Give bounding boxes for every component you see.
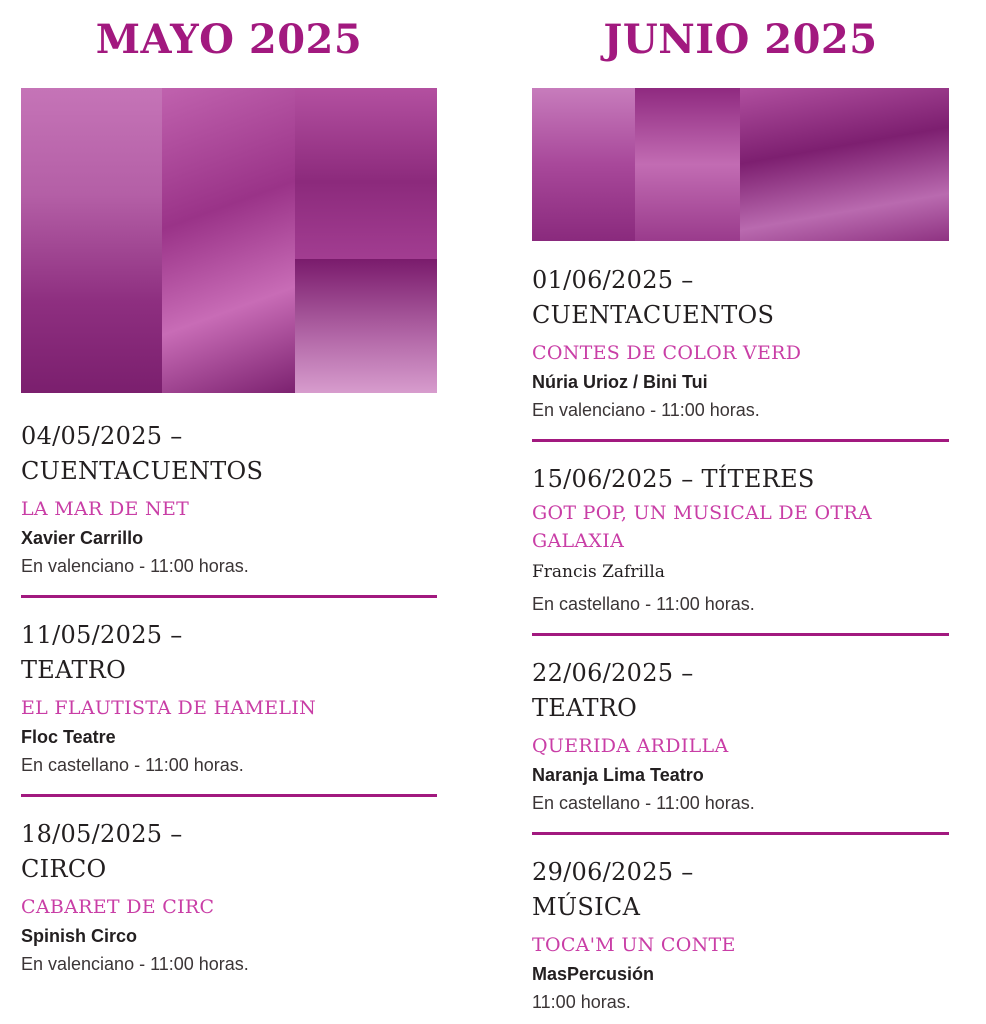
june-photo-collage [532,88,949,241]
event-title: LA MAR DE NET [21,498,190,520]
event-title: CONTES DE COLOR VERD [532,342,802,364]
event-artist: Núria Urioz / Bini Tui [532,372,708,392]
event-info: En valenciano - 11:00 horas. [21,954,249,974]
event-artist: MasPercusión [532,964,655,984]
event-artist: Xavier Carrillo [21,528,144,548]
event-artist: Spinish Circo [21,926,138,946]
event-item [21,797,437,979]
stage-photo [295,259,437,393]
june-heading: JUNIO 2025 [603,16,878,63]
event-title: TOCA'M UN CONTE [532,934,736,956]
event-item [21,393,437,598]
event-date: 15/06/2025 – TÍTERES [532,465,815,493]
event-title: QUERIDA ARDILLA [532,735,729,757]
event-title: GOT POP, UN MUSICAL DE OTRA GALAXIA [532,502,872,552]
event-item [532,442,949,636]
event-date: 11/05/2025 – TEATRO [21,621,183,684]
june-column [532,0,949,1017]
event-title: CABARET DE CIRC [21,896,215,918]
event-info: En castellano - 11:00 horas. [21,755,244,775]
event-artist: Naranja Lima Teatro [532,765,704,785]
event-date: 18/05/2025 – CIRCO [21,820,183,883]
event-item [532,835,949,1017]
event-title: EL FLAUTISTA DE HAMELIN [21,697,317,719]
dancers-photo [162,88,295,393]
event-artist: Floc Teatre [21,727,116,747]
event-item [532,636,949,835]
event-date: 01/06/2025 – CUENTACUENTOS [532,266,775,329]
event-item [21,598,437,797]
event-info: En castellano - 11:00 horas. [532,594,755,614]
puppet-photo [740,88,949,241]
library-photo [21,88,162,393]
event-date: 29/06/2025 – MÚSICA [532,858,694,921]
event-artist: Francis Zafrilla [532,562,665,582]
event-info: En castellano - 11:00 horas. [532,793,755,813]
clowns-photo [635,88,740,241]
may-photo-collage [21,88,437,393]
event-info: En valenciano - 11:00 horas. [21,556,249,576]
event-info: En valenciano - 11:00 horas. [532,400,760,420]
performer-photo [295,88,437,259]
storyteller-photo [532,88,635,241]
may-column [21,0,437,979]
event-date: 22/06/2025 – TEATRO [532,659,694,722]
may-heading: MAYO 2025 [95,16,363,63]
event-item [532,241,949,442]
event-date: 04/05/2025 – CUENTACUENTOS [21,422,264,485]
event-info: 11:00 horas. [532,992,631,1012]
